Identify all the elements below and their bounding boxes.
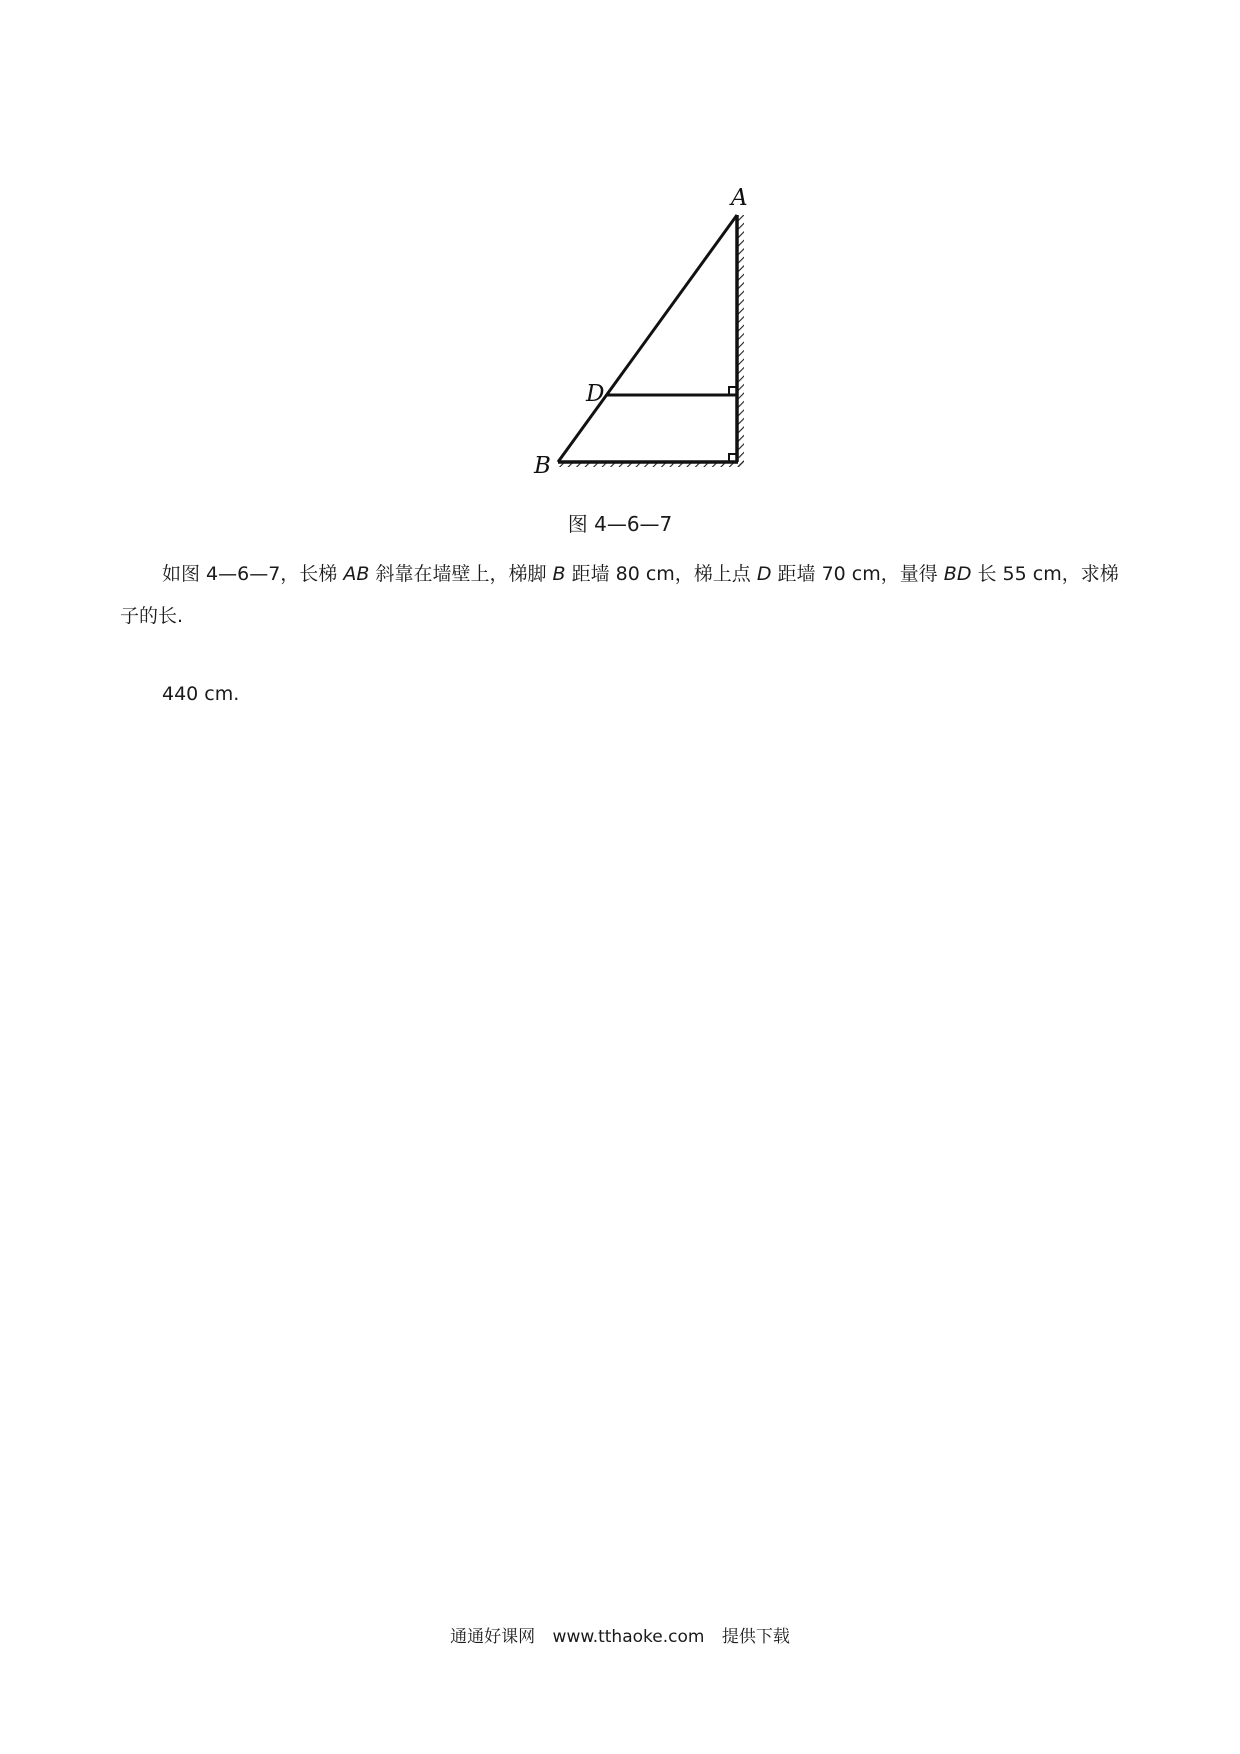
problem-text-part: 斜靠在墙壁上，梯脚 — [369, 563, 553, 585]
wall-hatching — [738, 215, 744, 467]
problem-text-part: 长 55 cm，求梯子的长. — [120, 563, 1119, 627]
answer-text: 440 cm. — [162, 683, 240, 705]
footer-note: 提供下载 — [721, 1627, 790, 1647]
ladder-line-ab — [558, 215, 737, 462]
footer-url-link[interactable]: www.tthaoke.com — [552, 1627, 705, 1647]
problem-text-part: 距墙 80 cm，梯上点 — [565, 563, 757, 585]
page-footer — [0, 1622, 1240, 1647]
label-point-b: B — [534, 453, 551, 479]
problem-text-part: 距墙 70 cm，量得 — [771, 563, 944, 585]
var-d: D — [756, 563, 772, 585]
var-b: B — [552, 563, 566, 585]
figure-caption: 图 4—6—7 — [567, 512, 673, 536]
var-ab: AB — [343, 563, 370, 585]
label-point-d: D — [586, 381, 605, 407]
var-bd: BD — [943, 563, 972, 585]
problem-text — [120, 553, 1130, 637]
ladder-wall-diagram — [520, 175, 760, 495]
footer-site-name: 通通好课网 — [450, 1627, 536, 1647]
problem-text-part: 如图 4—6—7，长梯 — [162, 563, 344, 585]
label-point-a: A — [731, 185, 748, 211]
